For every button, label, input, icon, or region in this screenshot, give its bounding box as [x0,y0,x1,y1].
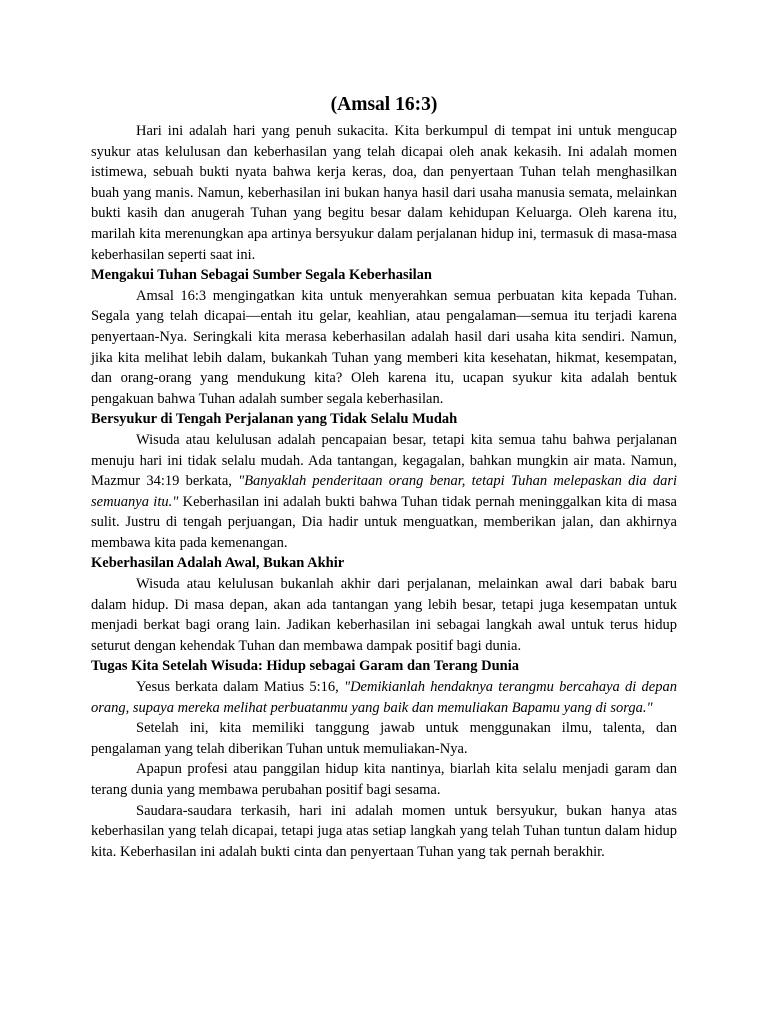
section-heading-salt-light: Tugas Kita Setelah Wisuda: Hidup sebagai Garam dan Terang Dunia [91,658,520,675]
closing-paragraph: Saudara-saudara terkasih, hari ini adalah momen untuk bersyukur, bukan hanya atas keberhasilan yang telah dicapai, tetapi juga atas setiap langkah yang telah Tuhan tuntun dalam hidup kita. Keberhasilan ini adalah bukti cinta dan penyertaan Tuhan yang tak pernah berakhir. [91,802,677,860]
section-body-beginning: Wisuda atau kelulusan bukanlah akhir dari perjalanan, melainkan awal dari babak baru dalam hidup. Di masa depan, akan ada tantangan yang lebih besar, tetapi juga kesempatan untuk menjadi berkat bagi orang lain. Jadikan keberhasilan ini sebagai langkah awal untuk terus hidup seturut dengan kehendak Tuhan dan membawa dampak positif bagi dunia. [91,576,677,654]
body-text: Keberhasilan ini adalah bukti bahwa Tuhan tidak pernah meninggalkan kita di masa sulit. Justru di tengah perjuangan, Dia hadir untuk menguatkan, memberikan jalan, dan akhirnya membawa kita pada kemenangan. [91,493,677,551]
section-body-gratitude [91,430,677,554]
section-body-salt-light [91,677,677,718]
body-text: Yesus berkata dalam Matius 5:16, [136,679,344,696]
document-page [91,93,677,862]
section-heading-acknowledge: Mengakui Tuhan Sebagai Sumber Segala Keberhasilan [91,267,432,284]
scripture-quote: "Demikianlah hendaknya terangmu bercahaya di depan orang, supaya mereka melihat perbuatanmu yang baik dan memuliakan Bapamu yang di sorga." [91,679,677,716]
profession-paragraph: Apapun profesi atau panggilan hidup kita nantinya, biarlah kita selalu menjadi garam dan terang dunia yang membawa perubahan positif bagi sesama. [91,761,677,798]
section-heading-gratitude: Bersyukur di Tengah Perjalanan yang Tidak Selalu Mudah [91,411,458,428]
body-text: Wisuda atau kelulusan adalah pencapaian besar, tetapi kita semua tahu bahwa perjalanan menuju hari ini tidak selalu mudah. Ada tantangan, kegagalan, bahkan mungkin air mata. Namun, Mazmur 34:19 berkata, [91,431,677,490]
section-heading-beginning: Keberhasilan Adalah Awal, Bukan Akhir [91,555,345,572]
document-title: (Amsal 16:3) [330,94,438,115]
scripture-quote: "Banyaklah penderitaan orang benar, tetapi Tuhan melepaskan dia dari semuanya itu." [91,473,677,510]
section-body-acknowledge: Amsal 16:3 mengingatkan kita untuk menyerahkan semua perbuatan kita kepada Tuhan. Segala yang telah dicapai—entah itu gelar, keahlian, atau pengalaman—semua itu terjadi karena penyertaan-Nya. Seringkali kita merasa keberhasilan adalah hasil dari usaha kita sendiri. Namun, jika kita melihat lebih dalam, bukankah Tuhan yang memberi kita kesehatan, hikmat, kesempatan, dan orang-orang yang mendukung kita? Oleh karena itu, ucapan syukur kita adalah bentuk pengakuan bahwa Tuhan adalah sumber segala keberhasilan. [91,287,677,407]
responsibility-paragraph: Setelah ini, kita memiliki tanggung jawab untuk menggunakan ilmu, talenta, dan pengalaman yang telah diberikan Tuhan untuk memuliakan-Nya. [91,720,677,757]
intro-paragraph: Hari ini adalah hari yang penuh sukacita. Kita berkumpul di tempat ini untuk mengucap syukur atas kelulusan dan keberhasilan yang telah dicapai oleh anak kekasih. Ini adalah momen istimewa, sebuah bukti nyata bahwa kerja keras, doa, dan penyertaan Tuhan telah menghasilkan buah yang manis. Namun, keberhasilan ini bukan hanya hasil dari usaha manusia semata, melainkan bukti kasih dan anugerah Tuhan yang begitu besar dalam kehidupan Keluarga. Oleh karena itu, marilah kita merenungkan apa artinya bersyukur dalam perjalanan hidup ini, termasuk di masa-masa keberhasilan seperti saat ini. [91,123,677,263]
